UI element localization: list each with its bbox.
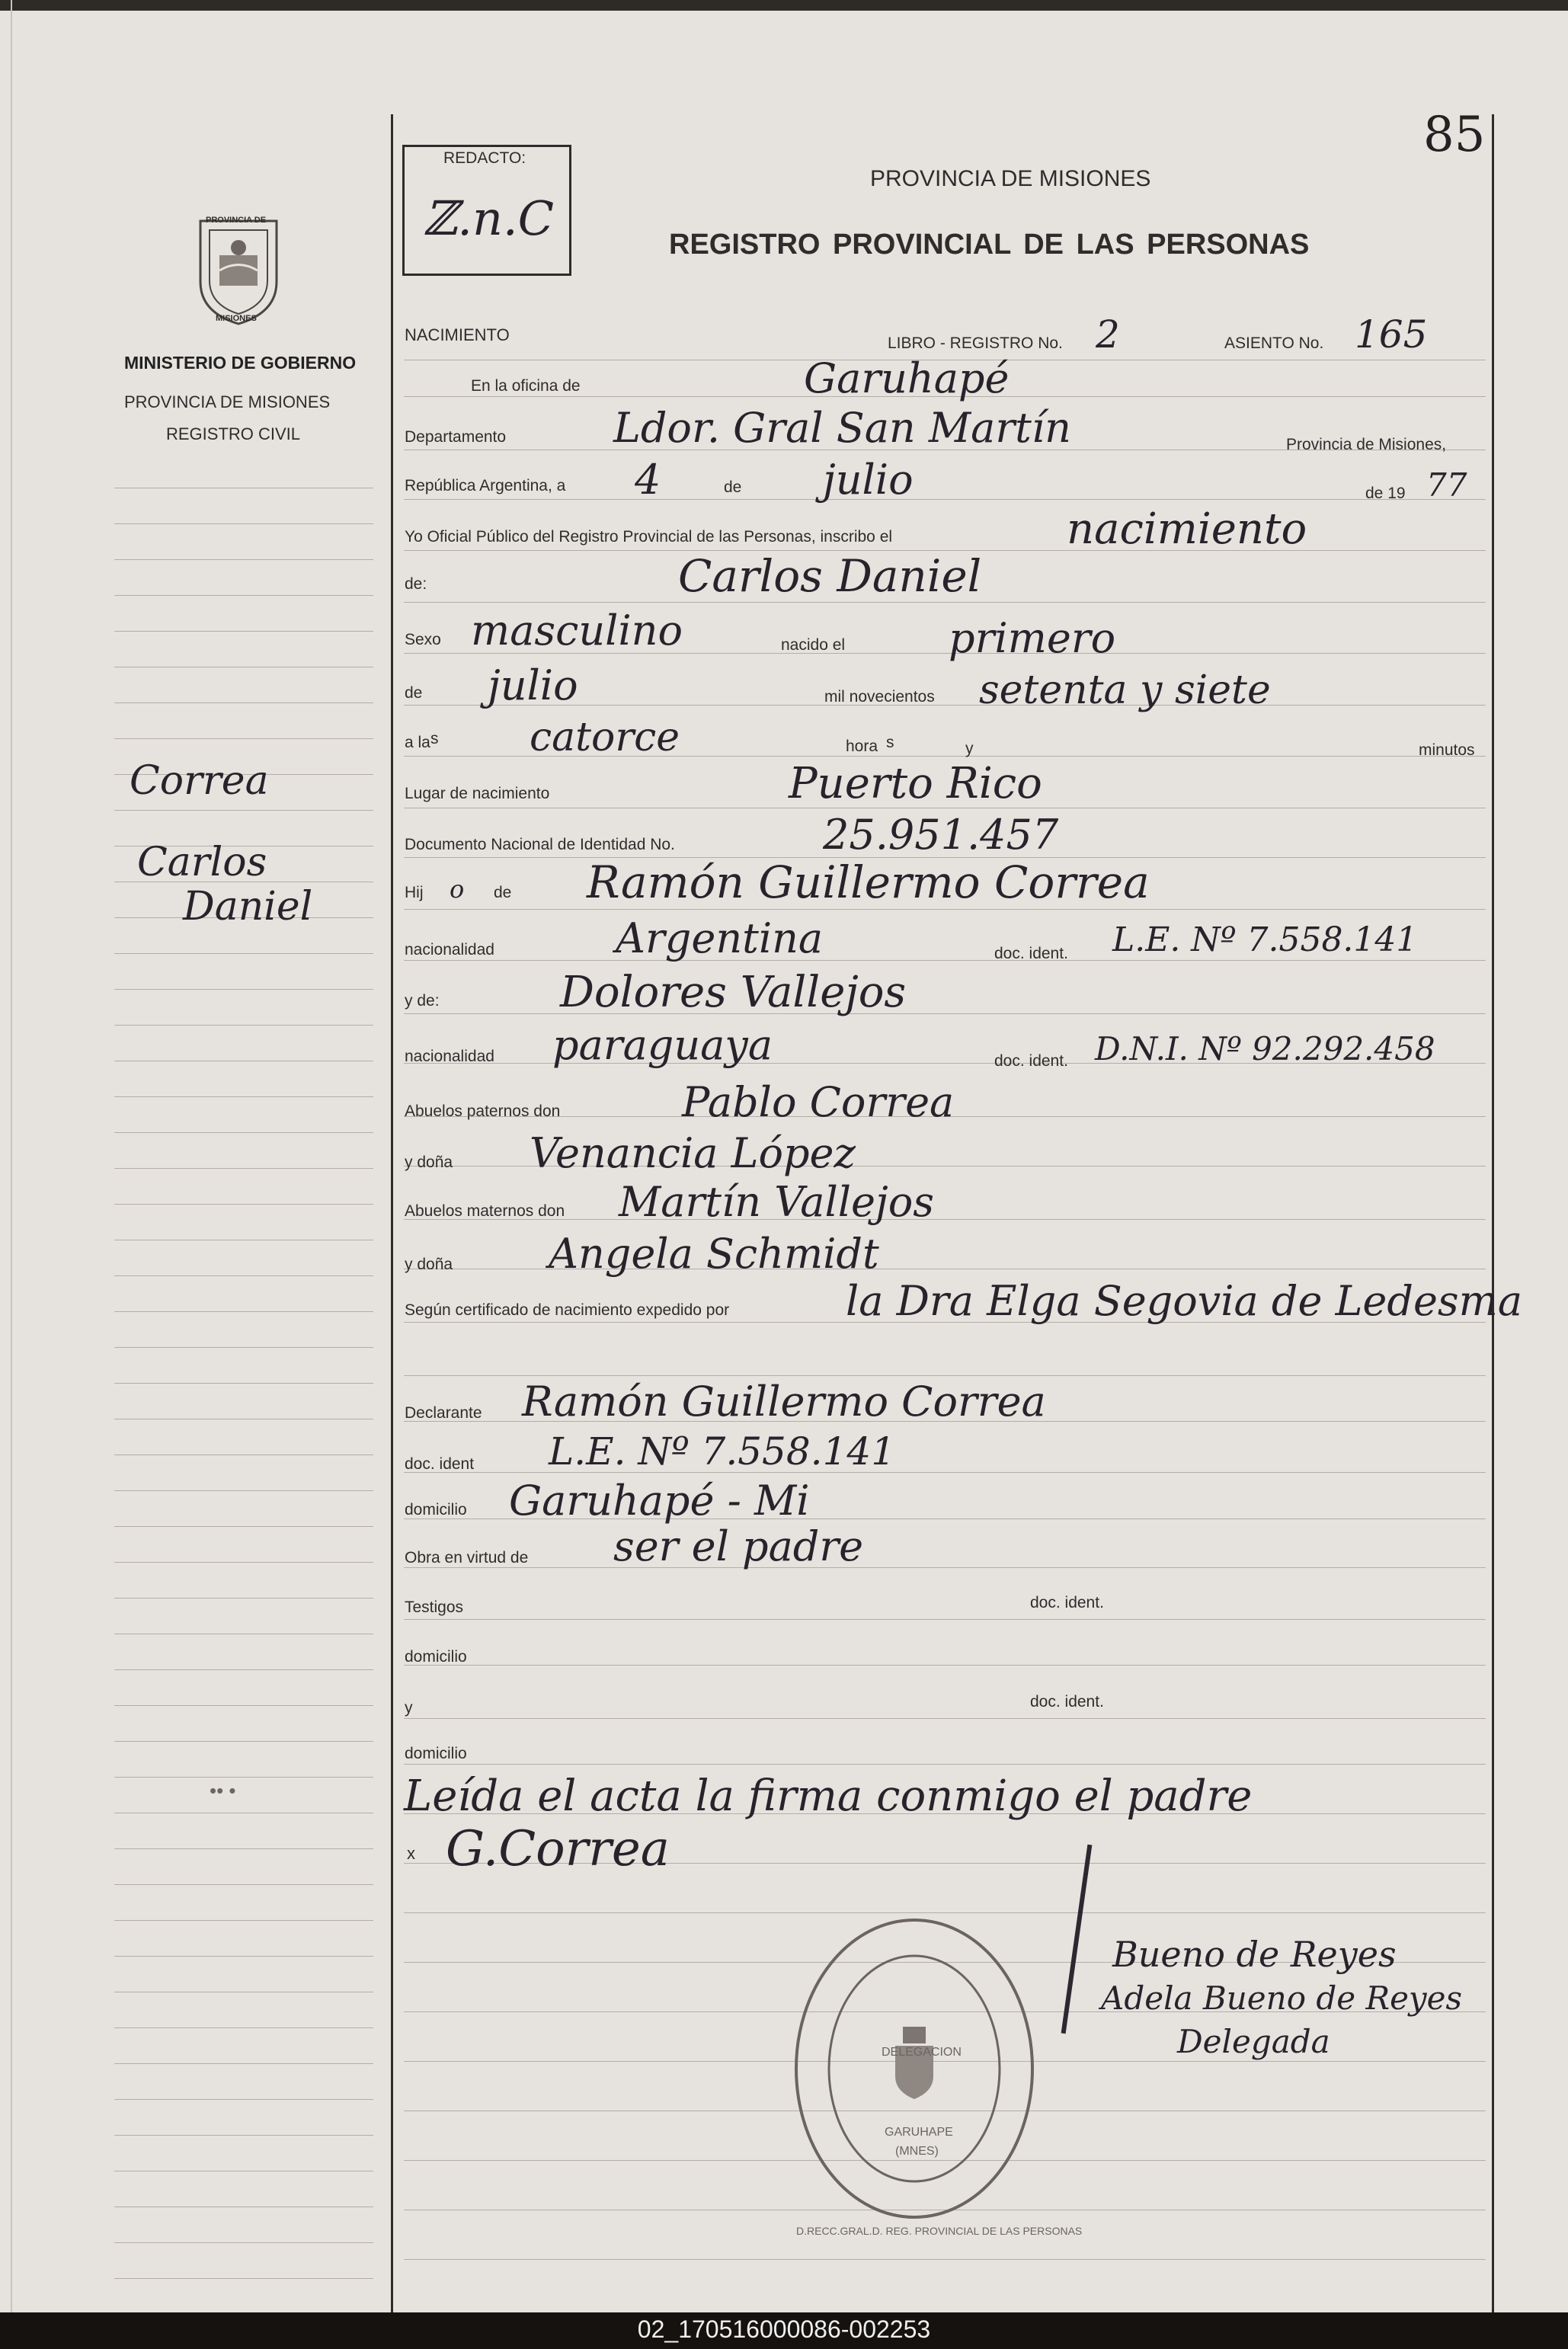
form-rule bbox=[404, 602, 1486, 603]
hora-s: s bbox=[886, 734, 894, 751]
lugar-value: Puerto Rico bbox=[789, 759, 1042, 808]
padre-value: Ramón Guillermo Correa bbox=[587, 856, 1150, 908]
stamp-inner-2: GARUHAPE bbox=[885, 2126, 953, 2139]
sexo-value: masculino bbox=[471, 606, 683, 654]
form-rule bbox=[404, 499, 1486, 500]
margin-rule bbox=[114, 1956, 373, 1957]
declarante-value: Ramón Guillermo Correa bbox=[522, 1378, 1046, 1426]
left-margin-line bbox=[391, 114, 393, 2312]
abuelo-mat-value: Martín Vallejos bbox=[619, 1178, 934, 1226]
obra-value: ser el padre bbox=[613, 1522, 864, 1570]
form-rule bbox=[404, 1665, 1486, 1666]
margin-rule bbox=[114, 1562, 373, 1563]
abuelos-mat-label: Abuelos maternos don bbox=[405, 1202, 565, 1220]
margin-rule bbox=[114, 2063, 373, 2064]
hijo-o: o bbox=[450, 875, 465, 904]
margin-rule bbox=[114, 2242, 373, 2243]
abuelos-pat-label: Abuelos paternos don bbox=[405, 1102, 561, 1120]
nacionalidad-label: nacionalidad bbox=[405, 941, 494, 958]
margin-mark: •• • bbox=[210, 1779, 236, 1802]
header-province: PROVINCIA DE MISIONES bbox=[870, 166, 1151, 191]
margin-rule bbox=[114, 2027, 373, 2028]
de-label: de bbox=[724, 478, 742, 496]
form-rule bbox=[404, 1718, 1486, 1719]
margin-rule bbox=[114, 1920, 373, 1921]
abuelo-pat-value: Pablo Correa bbox=[682, 1078, 955, 1126]
margin-rule bbox=[114, 989, 373, 990]
domicilio-value: Garuhapé - Mi bbox=[509, 1477, 810, 1525]
closing-text: Leída el acta la firma conmigo el padre bbox=[404, 1771, 1253, 1821]
nacimiento-label: NACIMIENTO bbox=[405, 325, 510, 344]
margin-rule bbox=[114, 1132, 373, 1133]
provincia-label: Provincia de Misiones, bbox=[1286, 436, 1447, 453]
madre-nac-value: paraguaya bbox=[552, 1021, 773, 1069]
doc-ident2-label: doc. ident. bbox=[994, 1052, 1068, 1070]
doc-ident5-label: doc. ident. bbox=[1030, 1693, 1104, 1711]
hora-words-value: catorce bbox=[530, 715, 680, 760]
form-rule bbox=[404, 1764, 1486, 1765]
dni-value: 25.951.457 bbox=[823, 811, 1059, 859]
alas-value: s bbox=[430, 730, 439, 747]
departamento-label: Departamento bbox=[405, 428, 507, 446]
alas-label: a la bbox=[405, 734, 430, 751]
margin-rule bbox=[114, 738, 373, 739]
official-title: Delegada bbox=[1177, 2023, 1330, 2060]
margin-rule bbox=[114, 1526, 373, 1527]
oficina-value: Garuhapé bbox=[804, 354, 1010, 402]
segun-label: Según certificado de nacimiento expedido por bbox=[405, 1301, 730, 1319]
ministry-title: MINISTERIO DE GOBIERNO bbox=[124, 353, 357, 373]
margin-rule bbox=[114, 810, 373, 811]
domicilio-label: domicilio bbox=[405, 1501, 467, 1519]
republica-label: República Argentina, a bbox=[405, 477, 566, 494]
declarante-label: Declarante bbox=[405, 1404, 482, 1422]
right-margin-line bbox=[1492, 114, 1494, 2312]
doc-ident4-label: doc. ident. bbox=[1030, 1594, 1104, 1611]
doc-ident-label: doc. ident. bbox=[994, 945, 1068, 962]
form-rule bbox=[404, 960, 1486, 961]
margin-firstname: Carlos bbox=[137, 840, 267, 885]
seal-caption-top: PROVINCIA DE bbox=[206, 216, 267, 225]
hijo-label: Hij bbox=[405, 884, 424, 901]
dni-label: Documento Nacional de Identidad No. bbox=[405, 836, 675, 853]
nacido-value: primero bbox=[949, 614, 1116, 662]
binding-line bbox=[11, 0, 12, 2312]
anio-value: 77 bbox=[1426, 466, 1467, 504]
stamp-outer-text: D.RECC.GRAL.D. REG. PROVINCIAL DE LAS PERSONAS bbox=[796, 2225, 1083, 2237]
margin-rule bbox=[114, 1383, 373, 1384]
form-rule bbox=[404, 1619, 1486, 1620]
lugar-label: Lugar de nacimiento bbox=[405, 785, 550, 802]
redacto-label: REDACTO: bbox=[443, 149, 526, 167]
mil-value: setenta y siete bbox=[979, 667, 1271, 713]
asiento-value: 165 bbox=[1355, 312, 1428, 357]
x-mark: x bbox=[407, 1844, 415, 1863]
margin-rule bbox=[114, 1705, 373, 1706]
margin-rule bbox=[114, 2278, 373, 2279]
father-signature: G.Correa bbox=[446, 1821, 670, 1877]
testigos-label: Testigos bbox=[405, 1599, 464, 1616]
margin-rule bbox=[114, 1490, 373, 1491]
margin-rule bbox=[114, 1275, 373, 1276]
margin-rule bbox=[114, 1884, 373, 1885]
de19-label: de 19 bbox=[1365, 485, 1406, 502]
doc-ident3-label: doc. ident bbox=[405, 1455, 475, 1473]
form-rule bbox=[404, 909, 1486, 910]
domicilio2-label: domicilio bbox=[405, 1648, 467, 1666]
declarante-doc-value: L.E. Nº 7.558.141 bbox=[549, 1429, 896, 1474]
margin-rule bbox=[114, 631, 373, 632]
mes2-value: julio bbox=[488, 661, 578, 709]
form-rule bbox=[404, 2259, 1486, 2260]
header-registry: REGISTRO PROVINCIAL DE LAS PERSONAS bbox=[669, 229, 1310, 261]
margin-surname: Correa bbox=[130, 758, 269, 804]
official-signature: Bueno de Reyes bbox=[1112, 1934, 1397, 1975]
padre-nac-value: Argentina bbox=[616, 914, 824, 962]
margin-rule bbox=[114, 1025, 373, 1026]
de-colon-label: de: bbox=[405, 575, 427, 593]
hora-label: hora bbox=[846, 738, 878, 755]
abuela-pat-value: Venancia López bbox=[530, 1129, 856, 1177]
madre-doc-value: D.N.I. Nº 92.292.458 bbox=[1095, 1030, 1435, 1067]
margin-rule bbox=[114, 523, 373, 524]
margin-rule bbox=[114, 1311, 373, 1312]
segun-value: la Dra Elga Segovia de Ledesma bbox=[846, 1277, 1523, 1325]
official-name: Adela Bueno de Reyes bbox=[1101, 1979, 1463, 2017]
margin-rule bbox=[114, 1777, 373, 1778]
padre-doc-value: L.E. Nº 7.558.141 bbox=[1112, 920, 1418, 959]
y-dona-label: y doña bbox=[405, 1154, 453, 1171]
abuela-mat-value: Angela Schmidt bbox=[549, 1230, 879, 1278]
province-seal bbox=[185, 213, 292, 328]
margin-rule bbox=[114, 702, 373, 703]
mes-value: julio bbox=[823, 456, 914, 504]
de2-label: de bbox=[405, 684, 423, 702]
y2-label: y bbox=[405, 1699, 413, 1717]
form-rule bbox=[404, 1375, 1486, 1376]
libro-value: 2 bbox=[1096, 312, 1120, 357]
y-label: y bbox=[965, 740, 974, 757]
form-rule bbox=[404, 1219, 1486, 1220]
nacido-label: nacido el bbox=[781, 636, 846, 654]
ministry-civil: REGISTRO CIVIL bbox=[166, 424, 301, 443]
minutos-label: minutos bbox=[1419, 741, 1475, 759]
margin-rule bbox=[114, 1598, 373, 1599]
redacto-initials: ℤ.n.C bbox=[423, 190, 555, 246]
ministry-province: PROVINCIA DE MISIONES bbox=[124, 392, 331, 411]
margin-rule bbox=[114, 1741, 373, 1742]
form-rule bbox=[404, 1567, 1486, 1568]
margin-rule bbox=[114, 1669, 373, 1670]
scan-id: 02_170516000086-002253 bbox=[637, 2315, 931, 2343]
margin-rule bbox=[114, 2135, 373, 2136]
page-number: 85 bbox=[1423, 107, 1486, 163]
margin-rule bbox=[114, 2099, 373, 2100]
hijo-de: de bbox=[494, 884, 512, 901]
y-dona2-label: y doña bbox=[405, 1256, 453, 1273]
margin-rule bbox=[114, 1096, 373, 1097]
scan-top-edge bbox=[0, 0, 1568, 11]
margin-rule bbox=[114, 1168, 373, 1169]
libro-label: LIBRO - REGISTRO No. bbox=[888, 334, 1063, 352]
nacionalidad2-label: nacionalidad bbox=[405, 1048, 494, 1065]
madre-value: Dolores Vallejos bbox=[560, 968, 907, 1017]
seal-caption-bottom: MISIONES bbox=[216, 314, 257, 323]
margin-secondname: Daniel bbox=[183, 884, 313, 930]
stamp-inner-1: DELEGACION bbox=[882, 2046, 962, 2059]
signature-stroke bbox=[1061, 1845, 1093, 2034]
scan-footer bbox=[0, 2312, 1568, 2349]
margin-rule bbox=[114, 1204, 373, 1205]
domicilio3-label: domicilio bbox=[405, 1745, 467, 1762]
nombre-value: Carlos Daniel bbox=[678, 550, 982, 602]
yo-oficial-text: Yo Oficial Público del Registro Provincial de las Personas, inscribo el bbox=[405, 528, 893, 546]
margin-rule bbox=[114, 559, 373, 560]
asiento-label: ASIENTO No. bbox=[1224, 334, 1324, 352]
stamp-inner-3: (MNES) bbox=[895, 2145, 939, 2158]
sexo-label: Sexo bbox=[405, 631, 441, 648]
margin-rule bbox=[114, 1347, 373, 1348]
dia-value: 4 bbox=[635, 456, 661, 504]
margin-rule bbox=[114, 953, 373, 954]
yde-label: y de: bbox=[405, 992, 440, 1010]
oficina-label: En la oficina de bbox=[471, 377, 581, 395]
departamento-value: Ldor. Gral San Martín bbox=[613, 404, 1071, 452]
margin-rule bbox=[114, 1848, 373, 1849]
mil-label: mil novecientos bbox=[824, 688, 935, 706]
margin-rule bbox=[114, 595, 373, 596]
obra-label: Obra en virtud de bbox=[405, 1549, 529, 1567]
official-stamp bbox=[789, 1912, 1040, 2225]
inscribo-value: nacimiento bbox=[1067, 504, 1307, 554]
